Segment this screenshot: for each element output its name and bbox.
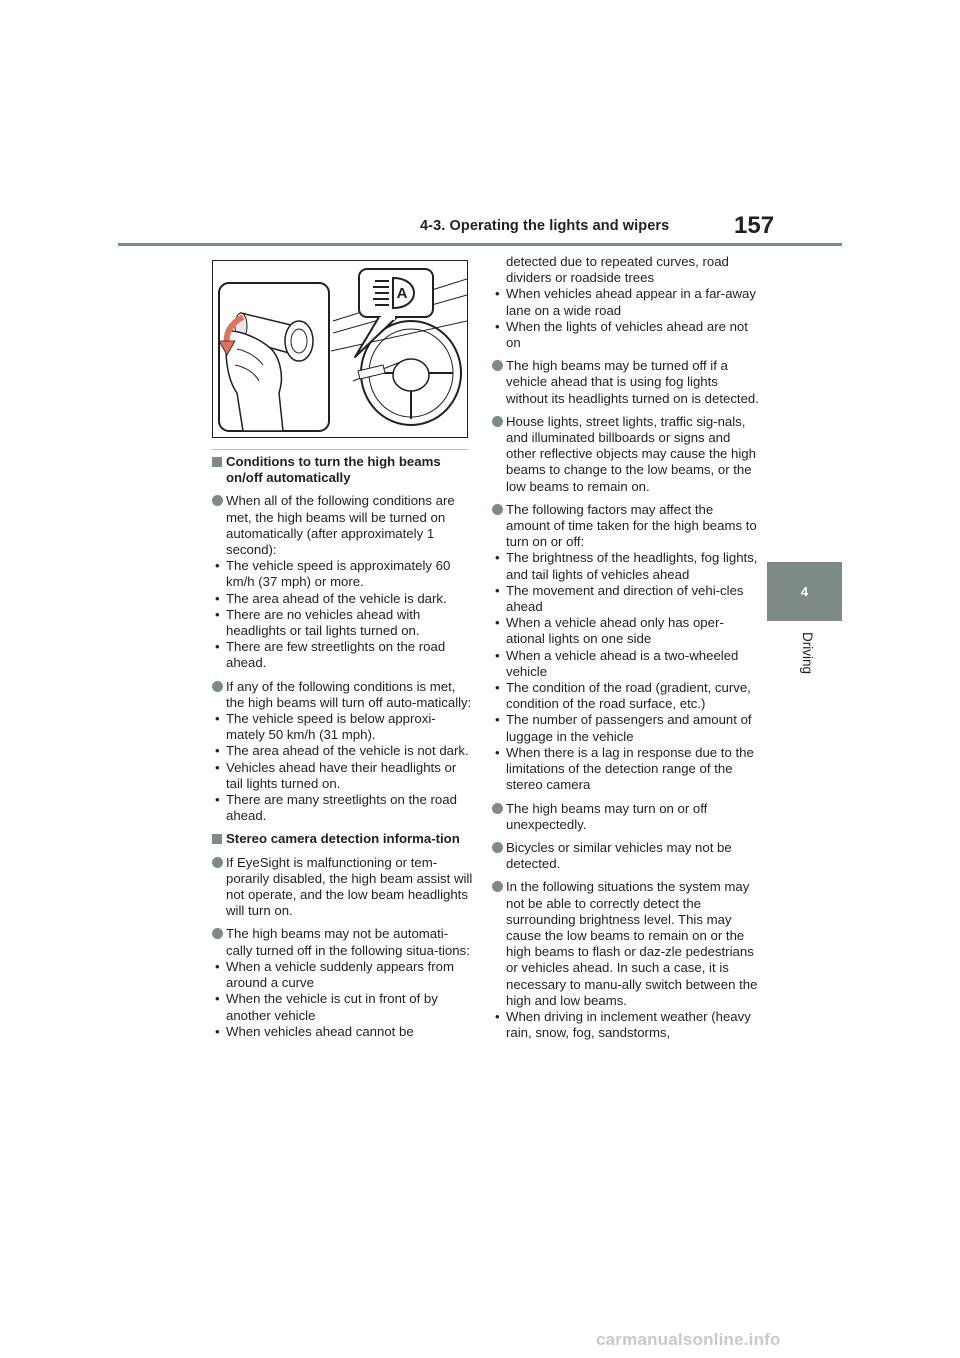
paragraph-turn-off-conditions: If any of the following conditions is met, the high beams will turn off auto-matically: • The vehicle speed is below approxi-mately 50 km/h (31 mph). • The area ahead of the vehicle is not dark. • Vehicles ahead have their headlights or tail lights turned on. • There are many streetlights on the road ahead. — [212, 679, 474, 825]
list-item: • The area ahead of the vehicle is not dark. — [215, 743, 469, 759]
callout-letter: A — [396, 285, 408, 302]
list-item: • When a vehicle ahead only has oper-ational lights on one side — [495, 615, 724, 647]
chapter-number: 4 — [800, 584, 809, 599]
left-column — [212, 454, 474, 1047]
paragraph-eyesight-malfunction: If EyeSight is malfunctioning or tem-porarily disabled, the high beam assist will not operate, and the low beam headlights will turn on. — [212, 855, 474, 920]
circle-bullet-icon — [492, 504, 503, 515]
circle-bullet-icon — [212, 495, 223, 506]
section-title: 4-3. Operating the lights and wipers — [420, 218, 670, 234]
footer-watermark: carmanualsonline.info — [596, 1330, 781, 1349]
auto-high-beam-callout — [355, 269, 433, 357]
section-separator — [212, 449, 468, 450]
page-number: 157 — [734, 212, 775, 239]
chapter-tab[interactable] — [767, 562, 842, 621]
paragraph-reflective-objects: House lights, street lights, traffic sig-nals, and illuminated billboards or signs and other reflective objects may cause the high beams to change to the low beams, or the low beams to remain on. — [492, 414, 760, 495]
list-item-continued: detected due to repeated curves, road dividers or roadside trees — [506, 254, 729, 286]
list-item: • When driving in inclement weather (heavy rain, snow, fog, sandstorms, — [495, 1008, 751, 1041]
list-item: • There are no vehicles ahead with headlights or tail lights turned on. — [215, 606, 421, 639]
list-item: • When vehicles ahead appear in a far-away lane on a wide road — [495, 286, 756, 318]
list-item: • The vehicle speed is approximately 60 km/h (37 mph) or more. — [215, 558, 451, 590]
list-item: • The condition of the road (gradient, curve, condition of the road surface, etc.) — [495, 680, 751, 712]
circle-bullet-icon — [492, 360, 503, 371]
list-item: • The area ahead of the vehicle is dark. — [215, 590, 447, 606]
lever-inset — [219, 283, 329, 431]
square-bullet-icon — [212, 457, 222, 467]
headlight-switch-illustration — [212, 260, 468, 438]
paragraph-unexpected: The high beams may turn on or off unexpectedly. — [492, 801, 760, 833]
chapter-name: Driving — [800, 632, 815, 675]
circle-bullet-icon — [492, 803, 503, 814]
list-item: • The brightness of the headlights, fog lights, and tail lights of vehicles ahead — [495, 550, 758, 582]
list-item: • When the lights of vehicles ahead are not on — [495, 318, 748, 351]
circle-bullet-icon — [492, 842, 503, 853]
circle-bullet-icon — [492, 416, 503, 427]
list-item: • Vehicles ahead have their headlights or tail lights turned on. — [215, 759, 457, 791]
list-item: • There are few streetlights on the road ahead. — [215, 639, 446, 671]
circle-bullet-icon — [212, 681, 223, 692]
paragraph-fog-lights: The high beams may be turned off if a vehicle ahead that is using fog lights without its headlights turned on is detected. — [492, 358, 760, 407]
list-item: • When the vehicle is cut in front of by another vehicle — [215, 991, 438, 1023]
list-item: • The vehicle speed is below approxi-mately 50 km/h (31 mph). — [215, 711, 436, 743]
circle-bullet-icon — [212, 928, 223, 939]
list-item: • When a vehicle suddenly appears from around a curve — [215, 958, 454, 991]
paragraph-brightness-detection: In the following situations the system may not be able to correctly detect the surrounding brightness level. This may cause the low beams to remain on or the high beams to flash or daz-zle pedestrians or vehicles ahead. In such a case, it is necessary to manu-ally switch between the high and low beams. • When driving in inclement weather (heavy rain, snow, fog, sandstorms, — [492, 879, 760, 1041]
paragraph-bicycles: Bicycles or similar vehicles may not be detected. — [492, 840, 760, 872]
circle-bullet-icon — [492, 881, 503, 892]
list-item: • When a vehicle ahead is a two-wheeled vehicle — [495, 647, 739, 679]
continued-list — [492, 254, 760, 351]
list-item: • The movement and direction of vehi-cles ahead — [495, 582, 744, 615]
paragraph-timing-factors: The following factors may affect the amount of time taken for the high beams to turn on or off: • The brightness of the headlights, fog lights, and tail lights of vehicles ahead • The movement and direction of vehi-cles ahead • When a vehicle ahead only has oper-ational lights on one side • When a vehicle ahead is a two-wheeled vehicle • The condition of the road (gradient, curve, condition of the road surface, etc.) • The number of passengers and amount of luggage in the vehicle • When there is a lag in response due to the limitations of the detection range of the stereo camera — [492, 502, 760, 794]
header-rule — [118, 243, 842, 246]
list-item: • There are many streetlights on the road ahead. — [215, 792, 457, 824]
list-item: • The number of passengers and amount of luggage in the vehicle — [495, 712, 752, 744]
heading-high-beam-conditions: Conditions to turn the high beams on/off automatically — [212, 454, 474, 486]
heading-stereo-camera: Stereo camera detection informa-tion — [212, 831, 474, 847]
square-bullet-icon — [212, 834, 222, 844]
paragraph-turn-on-conditions: When all of the following conditions are met, the high beams will be turned on automatically (after approximately 1 second): • The vehicle speed is approximately 60 km/h (37 mph) or more. • The area ahead of the vehicle is dark. • There are no vehicles ahead with headlights or tail lights turned on. • There are few streetlights on the road ahead. — [212, 493, 474, 671]
paragraph-not-turned-off: The high beams may not be automati-cally turned off in the following situa-tions: • When a vehicle suddenly appears from around a curve • When the vehicle is cut in front of by another vehicle • When vehicles ahead cannot be — [212, 926, 474, 1039]
illustration-drawing — [213, 261, 467, 437]
list-item: • When vehicles ahead cannot be — [215, 1023, 414, 1039]
list-item: • When there is a lag in response due to the limitations of the detection range of the stereo camera — [495, 744, 754, 793]
right-column — [492, 254, 760, 1048]
circle-bullet-icon — [212, 857, 223, 868]
